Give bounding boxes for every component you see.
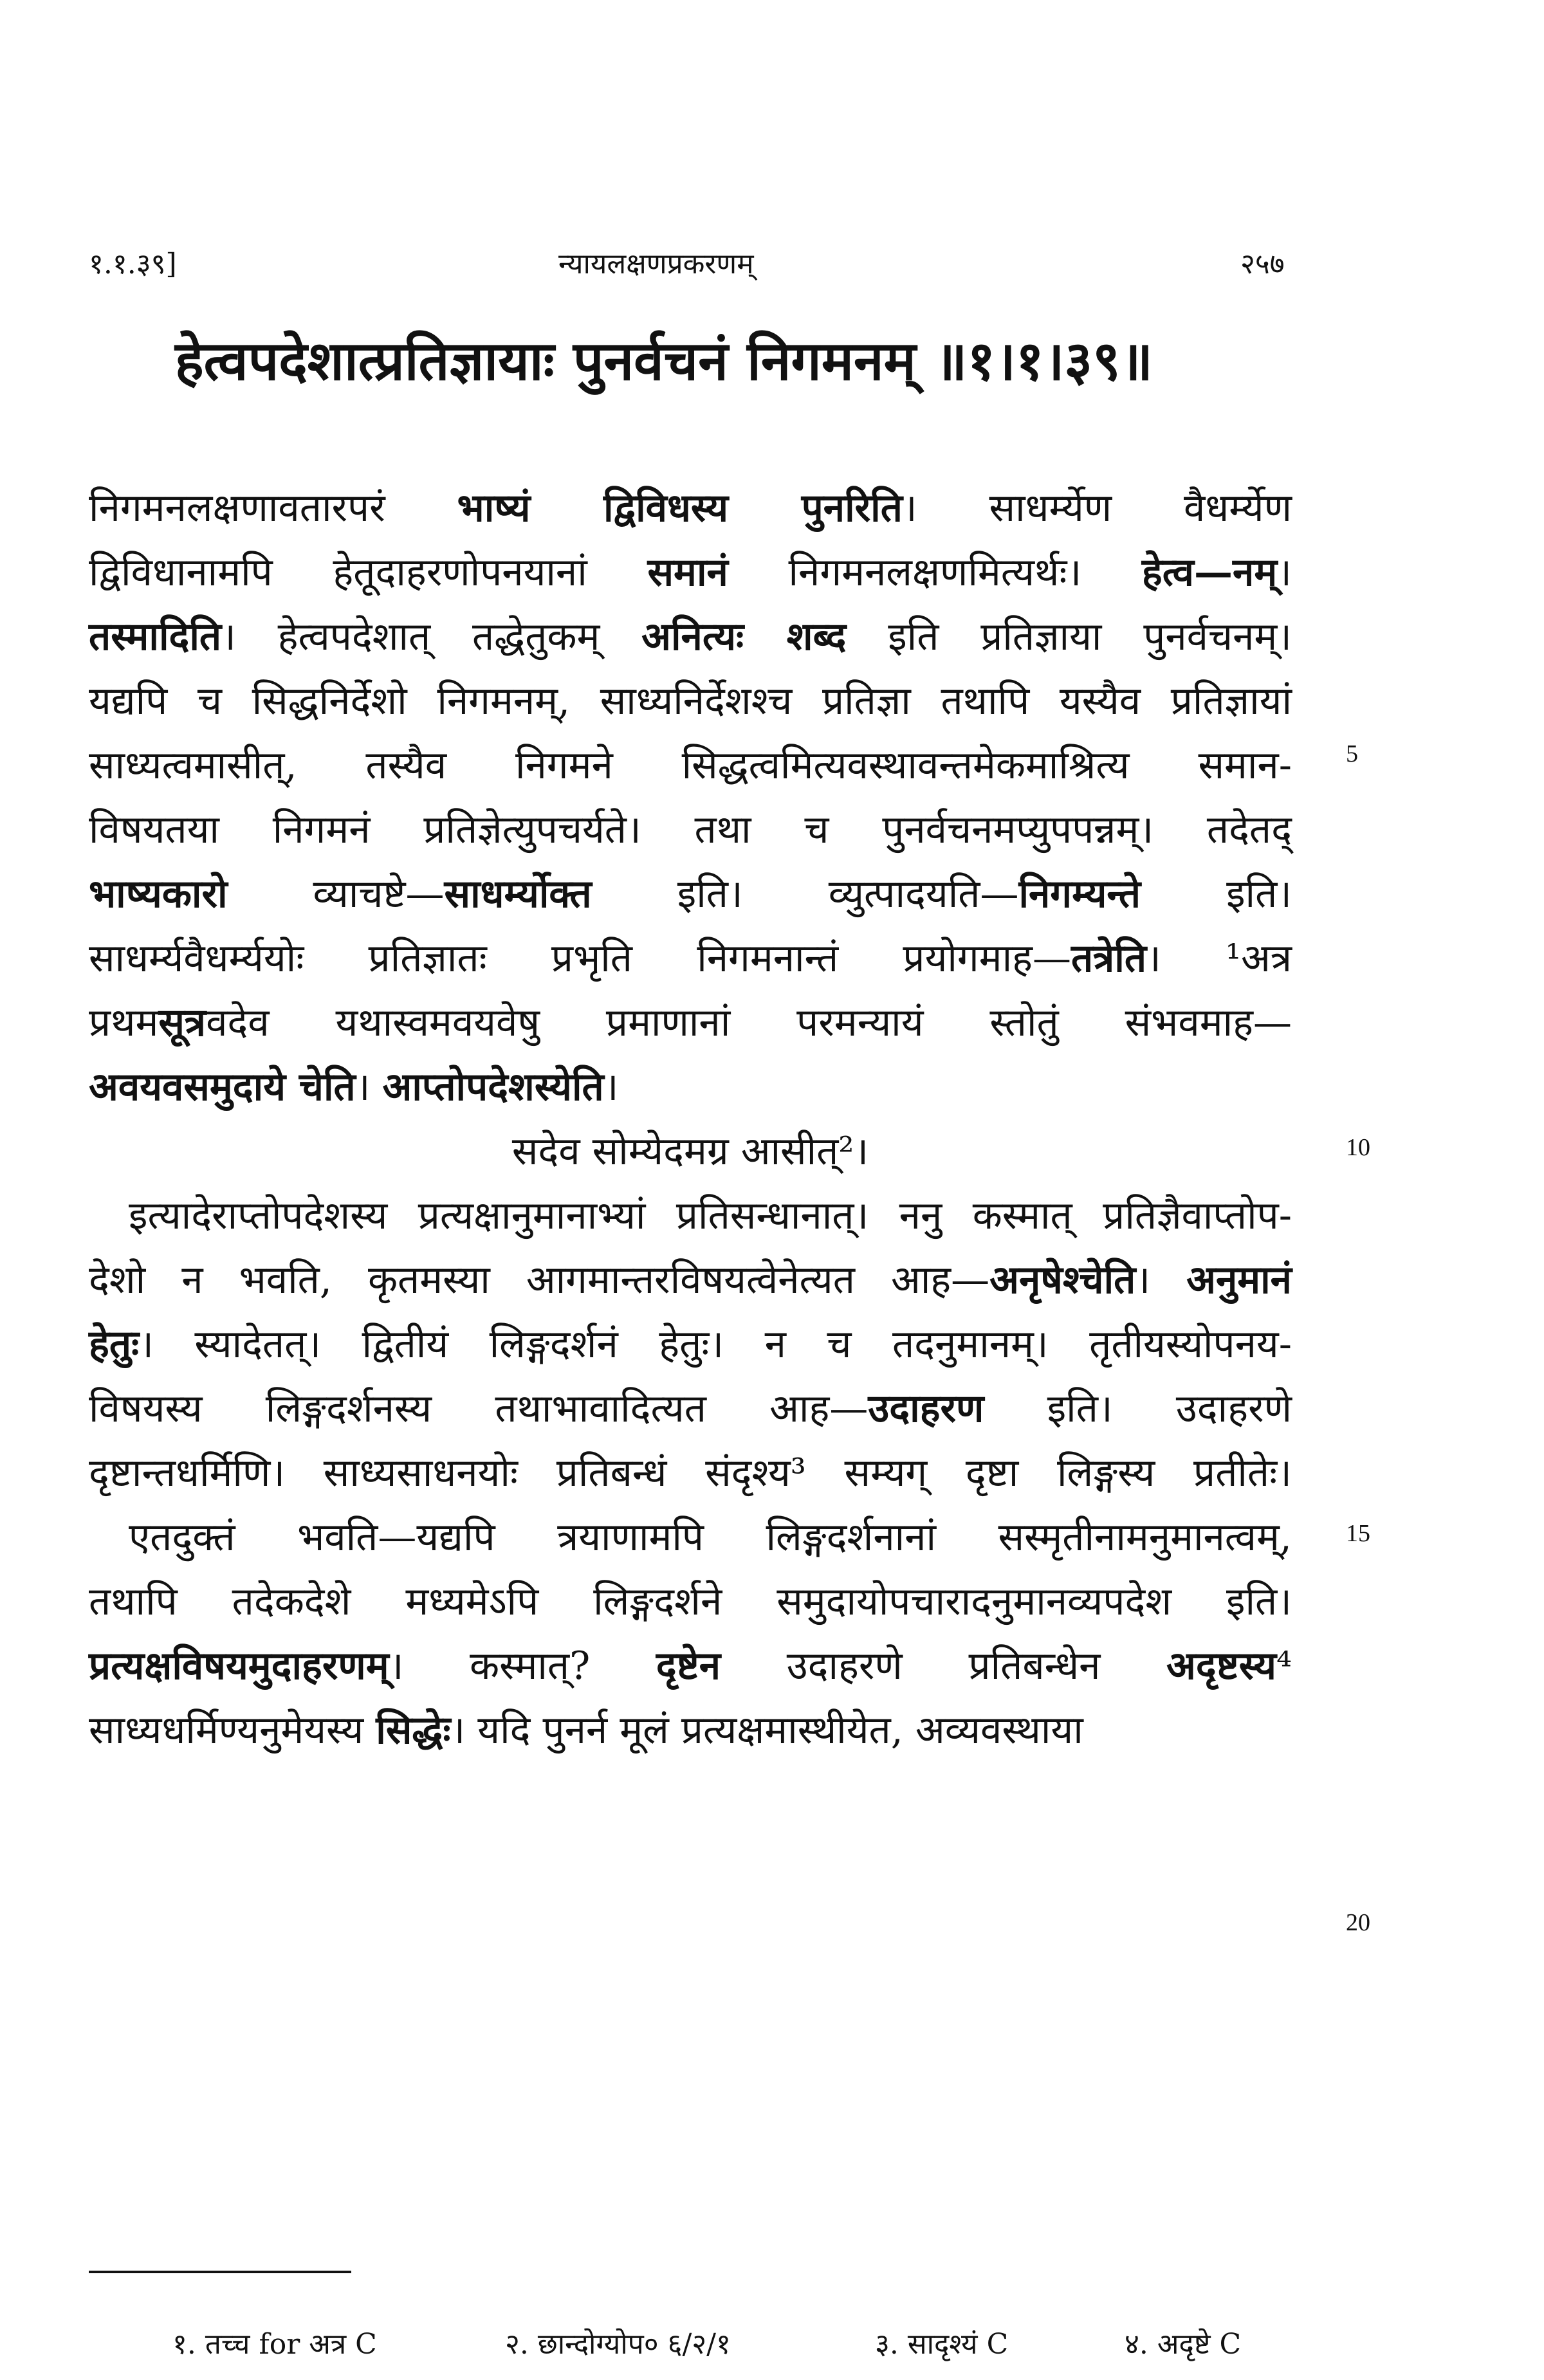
text-run: द्विविधानामपि हेतूदाहरणोपनयानां xyxy=(89,550,648,595)
text-run: उदाहरणे प्रतिबन्धेन xyxy=(721,1643,1167,1689)
bold-lemma: सिद्धेः xyxy=(376,1708,451,1753)
text-run: । xyxy=(1277,550,1292,595)
text-run: साध्यधर्मिण्यनुमेयस्य xyxy=(89,1708,376,1753)
bold-lemma: साधर्म्योक्त xyxy=(444,872,592,917)
line-number: 20 xyxy=(1346,1909,1370,1936)
text-run: साधर्म्यवैधर्म्ययोः प्रतिज्ञातः प्रभृति निगमनान्तं प्रयोगमाह— xyxy=(89,936,1071,981)
bold-lemma: सूत्र xyxy=(158,1000,207,1045)
footnote: ४. अदृष्टे C xyxy=(1125,2328,1242,2361)
bold-lemma: अनृषेश्चेति xyxy=(989,1258,1136,1303)
text-line xyxy=(89,743,1292,788)
text-line xyxy=(89,1643,1292,1689)
bold-lemma: दृष्टेन xyxy=(656,1643,721,1689)
sutra-heading: हेत्वपदेशात्प्रतिज्ञायाः पुनर्वचनं निगमनम् ॥१।१।३९॥ xyxy=(175,329,1153,392)
text-line xyxy=(89,486,1292,531)
text-run: साध्यत्वमासीत्, तस्यैव निगमने सिद्धत्वमित्यवस्थावन्तमेकमाश्रित्य समान- xyxy=(89,743,1292,788)
footnote: २. छान्दोग्योप० ६/२/१ xyxy=(505,2328,731,2361)
text-run: । स्यादेतत्। द्वितीयं लिङ्गदर्शनं हेतुः। न च तदनुमानम्। तृतीयस्योपनय- xyxy=(139,1322,1292,1367)
line-number: 10 xyxy=(1346,1134,1370,1161)
text-run: एतदुक्तं भवति—यद्यपि त्रयाणामपि लिङ्गदर्शनानां सस्मृतीनामनुमानत्वम्, xyxy=(129,1515,1292,1560)
running-header-reference: १.१.३९] xyxy=(89,248,177,280)
text-line xyxy=(89,872,1292,917)
text-run: यद्यपि च सिद्धनिर्देशो निगमनम्, साध्यनिर्देशश्च प्रतिज्ञा तथापि यस्यैव प्रतिज्ञायां xyxy=(89,679,1292,724)
text-line xyxy=(89,1258,1292,1303)
text-run: देशो न भवति, कृतमस्या आगमान्तरविषयत्वेनेत्यत आह— xyxy=(89,1258,990,1303)
bold-lemma: उदाहरण xyxy=(868,1386,984,1431)
text-run: तथापि तदेकदेशे मध्यमेऽपि लिङ्गदर्शने समुदायोपचारादनुमानव्यपदेश इति। xyxy=(89,1579,1292,1624)
bold-lemma: अदृष्टस्य xyxy=(1166,1643,1276,1689)
text-run: वदेव यथास्वमवयवेषु प्रमाणानां परमन्यायं स्तोतुं संभवमाह— xyxy=(206,1000,1292,1045)
text-run: सदेव सोम्येदमग्र आसीत्²। xyxy=(511,1129,869,1174)
text-line xyxy=(89,550,1292,595)
text-run: दृष्टान्तधर्मिणि। साध्यसाधनयोः प्रतिबन्धं संदृश्य³ सम्यग् दृष्टा लिङ्गस्य प्रतीतेः। xyxy=(89,1451,1292,1496)
text-line xyxy=(89,1451,1292,1496)
line-number: 5 xyxy=(1346,740,1358,767)
text-run: । यदि पुनर्न मूलं प्रत्यक्षमास्थीयेत, अव्यवस्थाया xyxy=(450,1708,1083,1753)
bold-lemma: अनित्यः शब्द xyxy=(641,614,847,659)
text-run: । साधर्म्येण वैधर्म्येण xyxy=(902,486,1292,531)
bold-lemma: निगम्यन्ते xyxy=(1018,872,1141,917)
footnote: १. तच्च for अत्र C xyxy=(172,2328,377,2361)
text-run: । xyxy=(355,1065,383,1110)
text-line xyxy=(89,807,1292,852)
text-run: व्याचष्टे— xyxy=(227,872,445,917)
text-run: विषयतया निगमनं प्रतिज्ञेत्युपचर्यते। तथा च पुनर्वचनमप्युपपन्नम्। तदेतद् xyxy=(89,807,1292,852)
bold-lemma: तस्मादिति xyxy=(89,614,222,659)
text-run: इति। व्युत्पादयति— xyxy=(591,872,1019,917)
text-run: । xyxy=(1135,1258,1187,1303)
text-line xyxy=(89,1129,1292,1174)
running-header-title: न्यायलक्षणप्रकरणम् xyxy=(558,248,754,280)
bold-lemma: प्रत्यक्षविषयमुदाहरणम् xyxy=(89,1643,389,1689)
bold-lemma: समानं xyxy=(647,550,728,595)
footnote: ३. सादृश्यं C xyxy=(875,2328,1009,2361)
footnote-rule xyxy=(89,2271,351,2273)
line-number: 15 xyxy=(1346,1520,1370,1547)
text-line xyxy=(89,679,1292,724)
bold-lemma: अवयवसमुदाये चेति xyxy=(89,1065,356,1110)
text-line xyxy=(89,1708,1292,1753)
text-run: । ¹अत्र xyxy=(1146,936,1292,981)
bold-lemma: तत्रेति xyxy=(1071,936,1147,981)
bold-lemma: भाष्यकारो xyxy=(89,872,228,917)
text-run: निगमनलक्षणावतारपरं xyxy=(89,486,457,531)
text-line xyxy=(89,936,1292,981)
text-line xyxy=(89,614,1292,659)
text-run: प्रथम xyxy=(89,1000,159,1045)
text-line xyxy=(89,1322,1292,1367)
bold-lemma: हेतुः xyxy=(89,1322,140,1367)
text-run: विषयस्य लिङ्गदर्शनस्य तथाभावादित्यत आह— xyxy=(89,1386,868,1431)
text-run: इत्यादेराप्तोपदेशस्य प्रत्यक्षानुमानाभ्यां प्रतिसन्धानात्। ननु कस्मात् प्रतिज्ञैवाप्तोप- xyxy=(129,1193,1292,1238)
text-run: निगमनलक्षणमित्यर्थः। xyxy=(728,550,1142,595)
text-run: इति। xyxy=(1141,872,1292,917)
bold-lemma: भाष्यं द्विविधस्य पुनरिति xyxy=(457,486,903,531)
text-run: इति। उदाहरणे xyxy=(984,1386,1292,1431)
text-line xyxy=(89,1065,1292,1110)
page-number: २५७ xyxy=(1240,248,1285,280)
text-line xyxy=(89,1579,1292,1624)
bold-lemma: हेत्व—नम् xyxy=(1141,550,1278,595)
text-run: । xyxy=(603,1065,619,1110)
text-line xyxy=(89,1386,1292,1431)
text-run: । कस्मात्? xyxy=(389,1643,656,1689)
text-line xyxy=(129,1193,1292,1238)
bold-lemma: आप्तोपदेशस्येति xyxy=(382,1065,604,1110)
text-run: । हेत्वपदेशात् तद्धेतुकम् xyxy=(221,614,642,659)
bold-lemma: अनुमानं xyxy=(1186,1258,1292,1303)
text-run: इति प्रतिज्ञाया पुनर्वचनम्। xyxy=(846,614,1292,659)
text-line xyxy=(129,1515,1292,1560)
text-run: ⁴ xyxy=(1276,1643,1292,1689)
text-line xyxy=(89,1000,1292,1045)
